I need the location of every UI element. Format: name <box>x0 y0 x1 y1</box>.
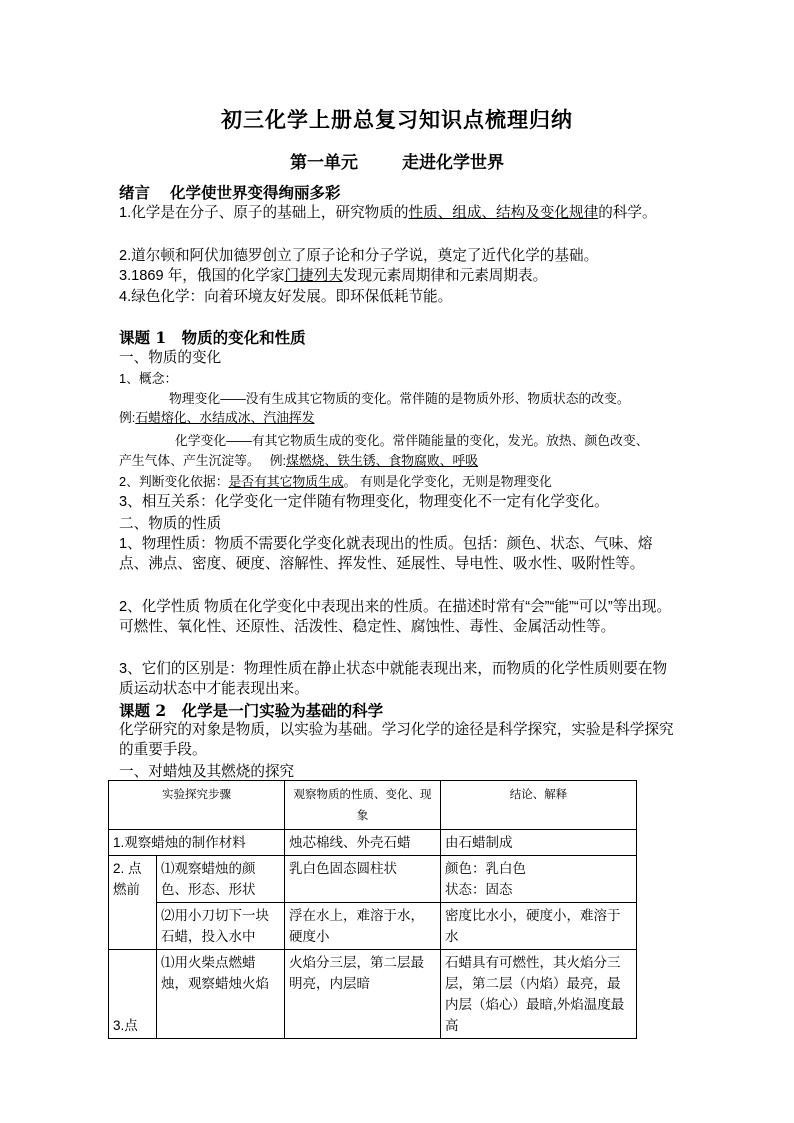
physical-property-paragraph: 1、物理性质：物质不需要化学变化就表现出的性质。包括：颜色、状态、气味、熔点、沸点、密度、硬度、溶解性、挥发性、延展性、导电性、吸水性、吸附性等。 <box>119 536 653 572</box>
intro-paragraph-4: 4.绿色化学：向着环境友好发展。即环保低耗节能。 <box>119 289 453 305</box>
table-row <box>109 903 637 950</box>
table-group-cell: 2. 点燃前 <box>109 856 157 950</box>
table-cell: ⑴观察蜡烛的颜色、形态、形状 <box>157 856 285 903</box>
table-row <box>109 830 637 856</box>
underlined-text: 性质、组成、结构及变化规律 <box>408 205 599 221</box>
table-cell: 密度比水小，硬度小，难溶于水 <box>441 903 637 950</box>
lesson2-intro-paragraph: 化学研究的对象是物质，以实验为基础。学习化学的途径是科学探究，实验是科学探究的重要手段。 <box>119 722 674 758</box>
table-cell: 火焰分三层，第二层最明亮，内层暗 <box>285 950 441 1039</box>
underlined-text: 煤燃烧、铁生锈、食物腐败、呼吸 <box>286 453 479 468</box>
chemical-change-definition: 化学变化——有其它物质生成的变化。常伴随能量的变化，发光。放热、颜色改变、 <box>175 433 649 448</box>
intro-paragraph-3: 3.1869 年，俄国的化学家门捷列夫发现元素周期律和元素周期表。 <box>119 268 548 284</box>
header-steps: 实验探究步骤 <box>109 781 285 830</box>
table-header-row <box>109 781 637 830</box>
intro-paragraph-1: 1.化学是在分子、原子的基础上，研究物质的性质、组成、结构及变化规律的科学。 <box>119 205 657 221</box>
document-title: 初三化学上册总复习知识点梳理归纳 <box>221 107 573 132</box>
table-row <box>109 950 637 1039</box>
table-cell: 烛芯棉线、外壳石蜡 <box>285 830 441 856</box>
table-cell: ⑴用火柴点燃蜡烛，观察蜡烛火焰 <box>157 950 285 1039</box>
lesson1-section-properties: 二、物质的性质 <box>119 516 222 532</box>
physical-change-definition: 物理变化——没有生成其它物质的变化。常伴随的是物质外形、物质状态的改变。 <box>169 391 630 406</box>
underlined-text: 石蜡熔化、水结成冰、汽油挥发 <box>135 410 315 425</box>
concept-label: 1、概念： <box>119 371 178 386</box>
intro-heading <box>119 181 341 203</box>
relation-text: 3、相互关系：化学变化一定伴随有物理变化，物理变化不一定有化学变化。 <box>119 494 609 510</box>
lesson2-heading: 课题 2 化学是一门实验为基础的科学 <box>119 701 384 720</box>
property-difference-paragraph: 3、它们的区别是：物理性质在静止状态中就能表现出来，而物质的化学性质则要在物质运动状态中才能表现出来。 <box>119 661 668 697</box>
candle-experiment-table <box>108 780 637 1039</box>
candle-section-heading: 一、对蜡烛及其燃烧的探究 <box>119 764 295 780</box>
table-cell: ⑵用小刀切下一块石蜡，投入水中 <box>157 903 285 950</box>
table-cell: 石蜡具有可燃性，其火焰分三层，第二层（内焰）最亮，最内层（焰心）最暗,外焰温度最高 <box>441 950 637 1039</box>
judge-basis: 2、判断变化依据：是否有其它物质生成。 有则是化学变化，无则是物理变化 <box>119 474 552 489</box>
intro-heading-title: 化学使世界变得绚丽多彩 <box>170 183 341 202</box>
chemical-change-examples: 产生气体、产生沉淀等。 例:煤燃烧、铁生锈、食物腐败、呼吸 <box>119 453 479 468</box>
table-cell: 颜色：乳白色 状态：固态 <box>441 856 637 903</box>
intro-heading-label: 绪言 <box>119 183 151 202</box>
underlined-text: 门捷列夫 <box>284 268 343 284</box>
table-cell: 乳白色固态圆柱状 <box>285 856 441 903</box>
header-conclusions: 结论、解释 <box>441 781 637 830</box>
lesson1-heading: 课题 1 物质的变化和性质 <box>119 328 306 347</box>
unit-name: 走进化学世界 <box>402 153 504 173</box>
unit-number: 第一单元 <box>290 153 358 173</box>
table-cell: 1.观察蜡烛的制作材料 <box>109 830 285 856</box>
table-group-cell: 3.点 <box>109 950 157 1039</box>
chemical-property-paragraph: 2、化学性质 物质在化学变化中表现出来的性质。在描述时常有“会”“能”“可以”等出现。可燃性、氧化性、还原性、活泼性、稳定性、腐蚀性、毒性、金属活动性等。 <box>119 599 672 635</box>
physical-change-examples: 例:石蜡熔化、水结成冰、汽油挥发 <box>119 410 315 425</box>
intro-paragraph-2: 2.道尔顿和阿伏加德罗创立了原子论和分子学说，奠定了近代化学的基础。 <box>119 248 599 264</box>
table-cell: 浮在水上，难溶于水，硬度小 <box>285 903 441 950</box>
header-observations: 观察物质的性质、变化、现象 <box>285 781 441 830</box>
unit-title <box>0 148 794 173</box>
table-cell: 由石蜡制成 <box>441 830 637 856</box>
lesson1-section-changes: 一、物质的变化 <box>119 350 222 366</box>
underlined-text: 是否有其它物质生成 <box>228 474 344 489</box>
table-row <box>109 856 637 903</box>
